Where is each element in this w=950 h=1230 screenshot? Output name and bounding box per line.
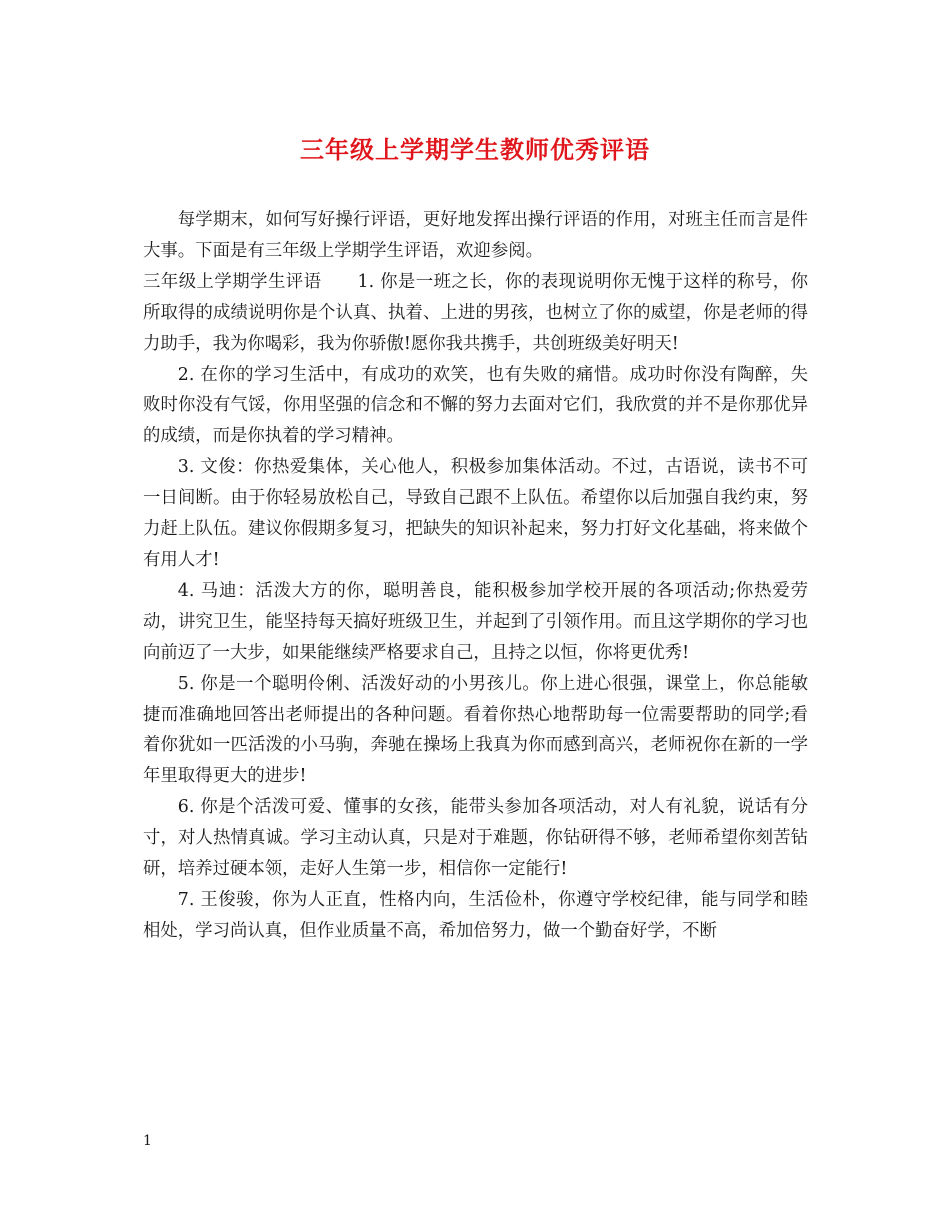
- section-paragraph: [143, 267, 808, 360]
- document-body: [143, 205, 808, 947]
- page-number: 1: [143, 1133, 152, 1149]
- comment-item-7: 7. 王俊骏，你为人正直，性格内向，生活俭朴，你遵守学校纪律，能与同学和睦相处，学习尚认真，但作业质量不高，希加倍努力，做一个勤奋好学，不断: [143, 889, 808, 941]
- comment-item-3: 3. 文俊：你热爱集体，关心他人，积极参加集体活动。不过，古语说，读书不可一日间断。由于你轻易放松自己，导致自己跟不上队伍。希望你以后加强自我约束，努力赶上队伍。建议你假期多复习，把缺失的知识补起来，努力打好文化基础，将来做个有用人才!: [143, 457, 808, 570]
- comment-item-6: 6. 你是个活泼可爱、懂事的女孩，能带头参加各项活动，对人有礼貌，说话有分寸，对人热情真诚。学习主动认真，只是对于难题，你钻研得不够，老师希望你刻苦钻研，培养过硬本领，走好人生第一步，相信你一定能行!: [143, 797, 808, 880]
- document-title: 三年级上学期学生教师优秀评语: [300, 135, 650, 164]
- section-heading: 三年级上学期学生评语: [143, 271, 322, 292]
- comment-item-2: 2. 在你的学习生活中，有成功的欢笑，也有失败的痛惜。成功时你没有陶醉，失败时你没有气馁，你用坚强的信念和不懈的努力去面对它们，我欣赏的并不是你那优异的成绩，而是你执着的学习精神。: [143, 364, 808, 447]
- comment-item-4: 4. 马迪：活泼大方的你，聪明善良，能积极参加学校开展的各项活动;你热爱劳动，讲究卫生，能坚持每天搞好班级卫生，并起到了引领作用。而且这学期你的学习也向前迈了一大步，如果能继续严格要求自己，且持之以恒，你将更优秀!: [143, 580, 808, 663]
- comment-item-5: 5. 你是一个聪明伶俐、活泼好动的小男孩儿。你上进心很强，课堂上，你总能敏捷而准确地回答出老师提出的各种问题。看着你热心地帮助每一位需要帮助的同学;看着你犹如一匹活泼的小马驹，奔驰在操场上我真为你而感到高兴，老师祝你在新的一学年里取得更大的进步!: [143, 673, 808, 787]
- intro-paragraph: 每学期末，如何写好操行评语，更好地发挥出操行评语的作用，对班主任而言是件大事。下面是有三年级上学期学生评语，欢迎参阅。: [143, 210, 808, 261]
- comment-item-1: 1. 你是一班之长，你的表现说明你无愧于这样的称号，你所取得的成绩说明你是个认真、执着、上进的男孩，也树立了你的威望，你是老师的得力助手，我为你喝彩，我为你骄傲!愿你我共携手，共创班级美好明天!: [143, 271, 808, 354]
